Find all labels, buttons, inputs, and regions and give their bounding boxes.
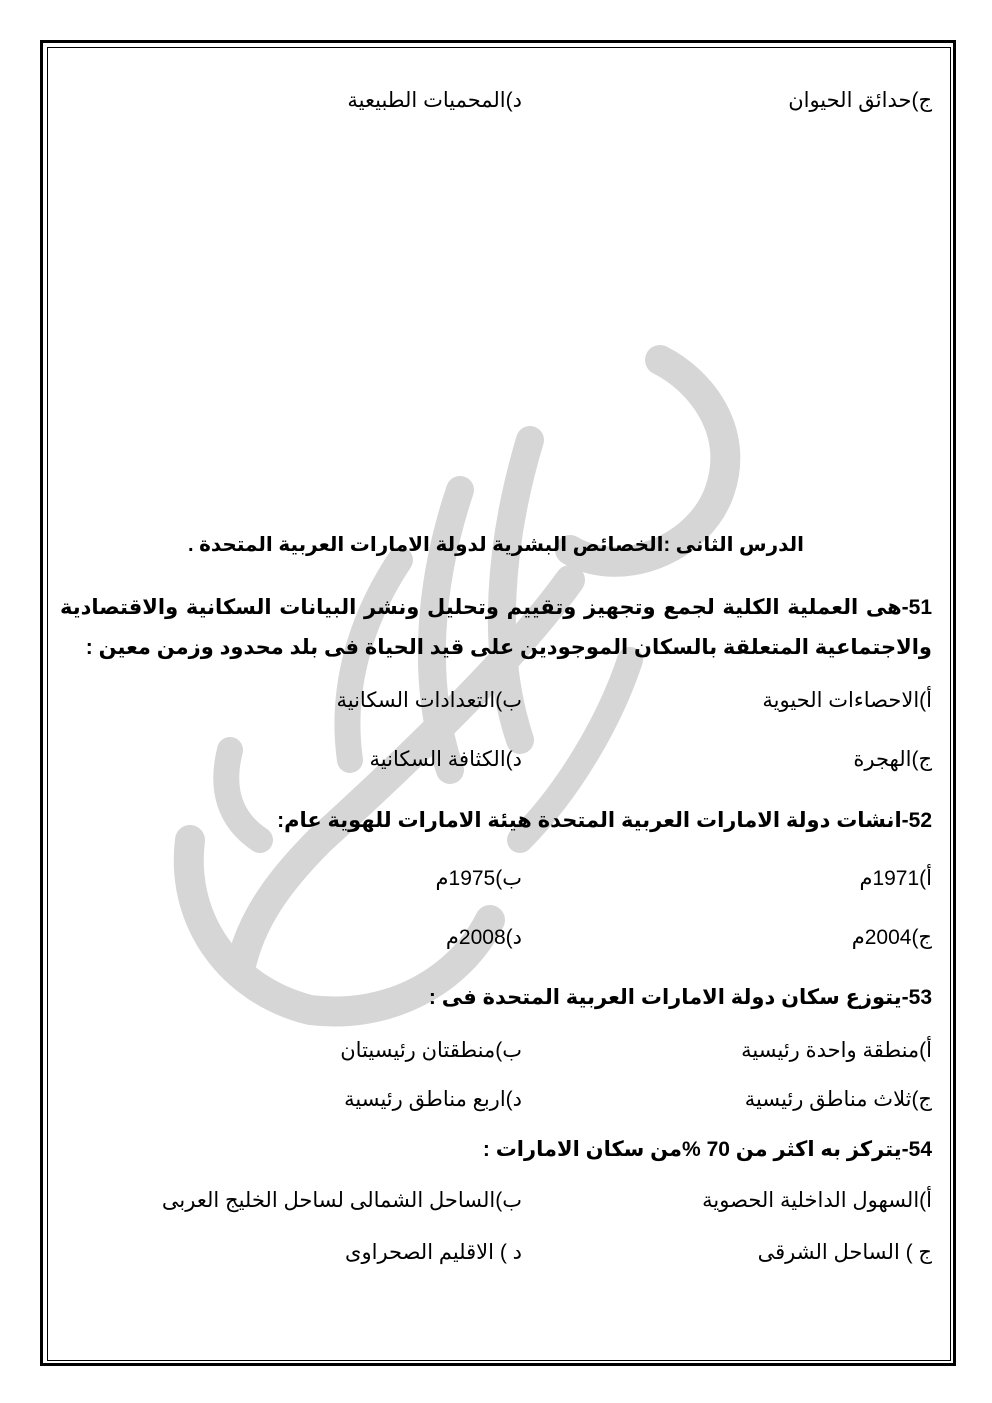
question-52-option-d: د)2008م bbox=[445, 926, 522, 949]
question-51-text: 51-هى العملية الكلية لجمع وتجهيز وتقييم وتحليل ونشر البيانات السكانية والاقتصادية والاجتماعية المتعلقة بالسكان الموجودين على قيد الحياة فى بلد محدود وزمن معين : bbox=[60, 596, 932, 659]
question-53-option-d: د)اربع مناطق رئيسية bbox=[344, 1088, 522, 1111]
question-53-option-b: ب)منطقتان رئيسيتان bbox=[340, 1039, 522, 1062]
question-52-option-b: ب)1975م bbox=[435, 867, 522, 890]
option-c-zoos: ج)حدائق الحيوان bbox=[788, 89, 932, 112]
question-52-option-a: أ)1971م bbox=[859, 867, 932, 890]
question-53-option-a: أ)منطقة واحدة رئيسية bbox=[741, 1039, 932, 1062]
question-51-option-c: ج)الهجرة bbox=[853, 748, 932, 771]
question-51-option-d: د)الكثافة السكانية bbox=[369, 748, 522, 771]
question-51-option-b: ب)التعدادات السكانية bbox=[336, 689, 522, 712]
question-54-option-a: أ)السهول الداخلية الحصوية bbox=[702, 1189, 932, 1212]
question-54-option-b: ب)الساحل الشمالى لساحل الخليج العربى bbox=[161, 1189, 522, 1212]
lesson-title: الدرس الثانى :الخصائص البشرية لدولة الامارات العربية المتحدة . bbox=[187, 534, 805, 556]
question-54-text: 54-يتركز به اكثر من 70 %من سكان الامارات : bbox=[482, 1138, 932, 1161]
question-53-option-c: ج)ثلاث مناطق رئيسية bbox=[744, 1088, 932, 1111]
question-52-text: 52-انشات دولة الامارات العربية المتحدة هيئة الامارات للهوية عام: bbox=[277, 809, 932, 832]
question-54-option-c: ج ) الساحل الشرقى bbox=[757, 1241, 932, 1264]
question-53-text: 53-يتوزع سكان دولة الامارات العربية المتحدة فى : bbox=[428, 986, 932, 1009]
question-54-option-d: د ) الاقليم الصحراوى bbox=[345, 1241, 522, 1264]
option-d-nature-reserves: د)المحميات الطبيعية bbox=[347, 89, 522, 112]
question-51-option-a: أ)الاحصاءات الحيوية bbox=[762, 689, 932, 712]
question-52-option-c: ج)2004م bbox=[851, 926, 932, 949]
